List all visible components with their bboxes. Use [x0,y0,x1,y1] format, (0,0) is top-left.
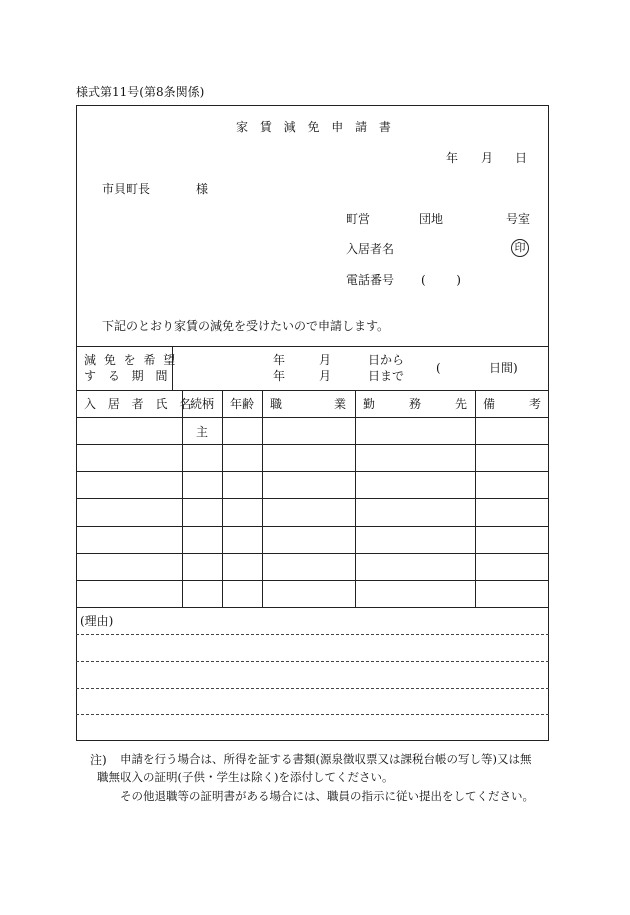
date-year-label: 年 [446,151,459,165]
column-divider [262,390,263,607]
column-divider [355,390,356,607]
table-row-border [76,444,549,445]
table-row-border [76,553,549,554]
notes-prefix: 注) [90,753,107,767]
period-days-open-paren: ( [436,361,441,375]
period-to-label: 日まで [368,369,405,383]
period-from-year: 年 [273,353,286,367]
table-header-border [76,417,549,418]
application-statement: 下記のとおり家賃の減免を受けたいので申請します。 [102,319,390,333]
table-top-border [76,390,549,391]
period-days-label: 日間) [489,361,518,375]
header-age: 年齢 [230,397,255,411]
period-from-month: 月 [319,353,332,367]
period-label-line2: す る 期 間 [84,369,172,383]
table-row-border [76,526,549,527]
reason-line [76,634,549,635]
phone-label: 電話番号 [346,273,395,287]
complex-label: 団地 [419,212,444,226]
reason-label: (理由) [80,614,114,628]
reason-line [76,688,549,689]
divider [76,346,549,347]
table-row-border [76,580,549,581]
column-divider [182,390,183,607]
room-label: 号室 [506,212,531,226]
divider [76,607,549,608]
column-divider [475,390,476,607]
header-remarks: 備 考 [483,397,541,411]
column-divider [222,390,223,607]
period-from-label: 日から [368,353,405,367]
form-title: 家 賃 減 免 申 請 書 [236,120,395,134]
town-label: 町営 [346,212,371,226]
header-workplace: 勤 務 先 [363,397,467,411]
addressee-honorific: 様 [196,182,209,196]
phone-parentheses: ( ) [421,273,461,287]
seal-mark-icon: 印 [511,239,529,257]
period-label-line1: 減 免 を 希 望 [84,353,178,367]
date-day-label: 日 [515,151,528,165]
period-to-month: 月 [319,369,332,383]
period-to-year: 年 [273,369,286,383]
resident-name-label: 入居者名 [346,242,395,256]
application-form-frame [76,105,549,741]
table-row-border [76,498,549,499]
form-number: 様式第11号(第8条関係) [76,85,205,99]
notes-line-2: 職無収入の証明(子供・学生は除く)を添付してください。 [97,770,394,784]
table-row-border [76,471,549,472]
date-month-label: 月 [481,151,494,165]
reason-line [76,714,549,715]
notes-line-1: 申請を行う場合は、所得を証する書類(源泉徴収票又は課税台帳の写し等)又は無 [120,752,532,766]
notes-line-3: その他退職等の証明書がある場合には、職員の指示に従い提出をしてください。 [120,789,534,803]
head-of-household-marker: 主 [196,425,209,439]
header-resident-name: 入 居 者 氏 名 [84,397,196,411]
header-occupation: 職 業 [270,397,346,411]
addressee-name: 市貝町長 [102,182,151,196]
reason-line [76,661,549,662]
header-relation: 続柄 [190,397,215,411]
